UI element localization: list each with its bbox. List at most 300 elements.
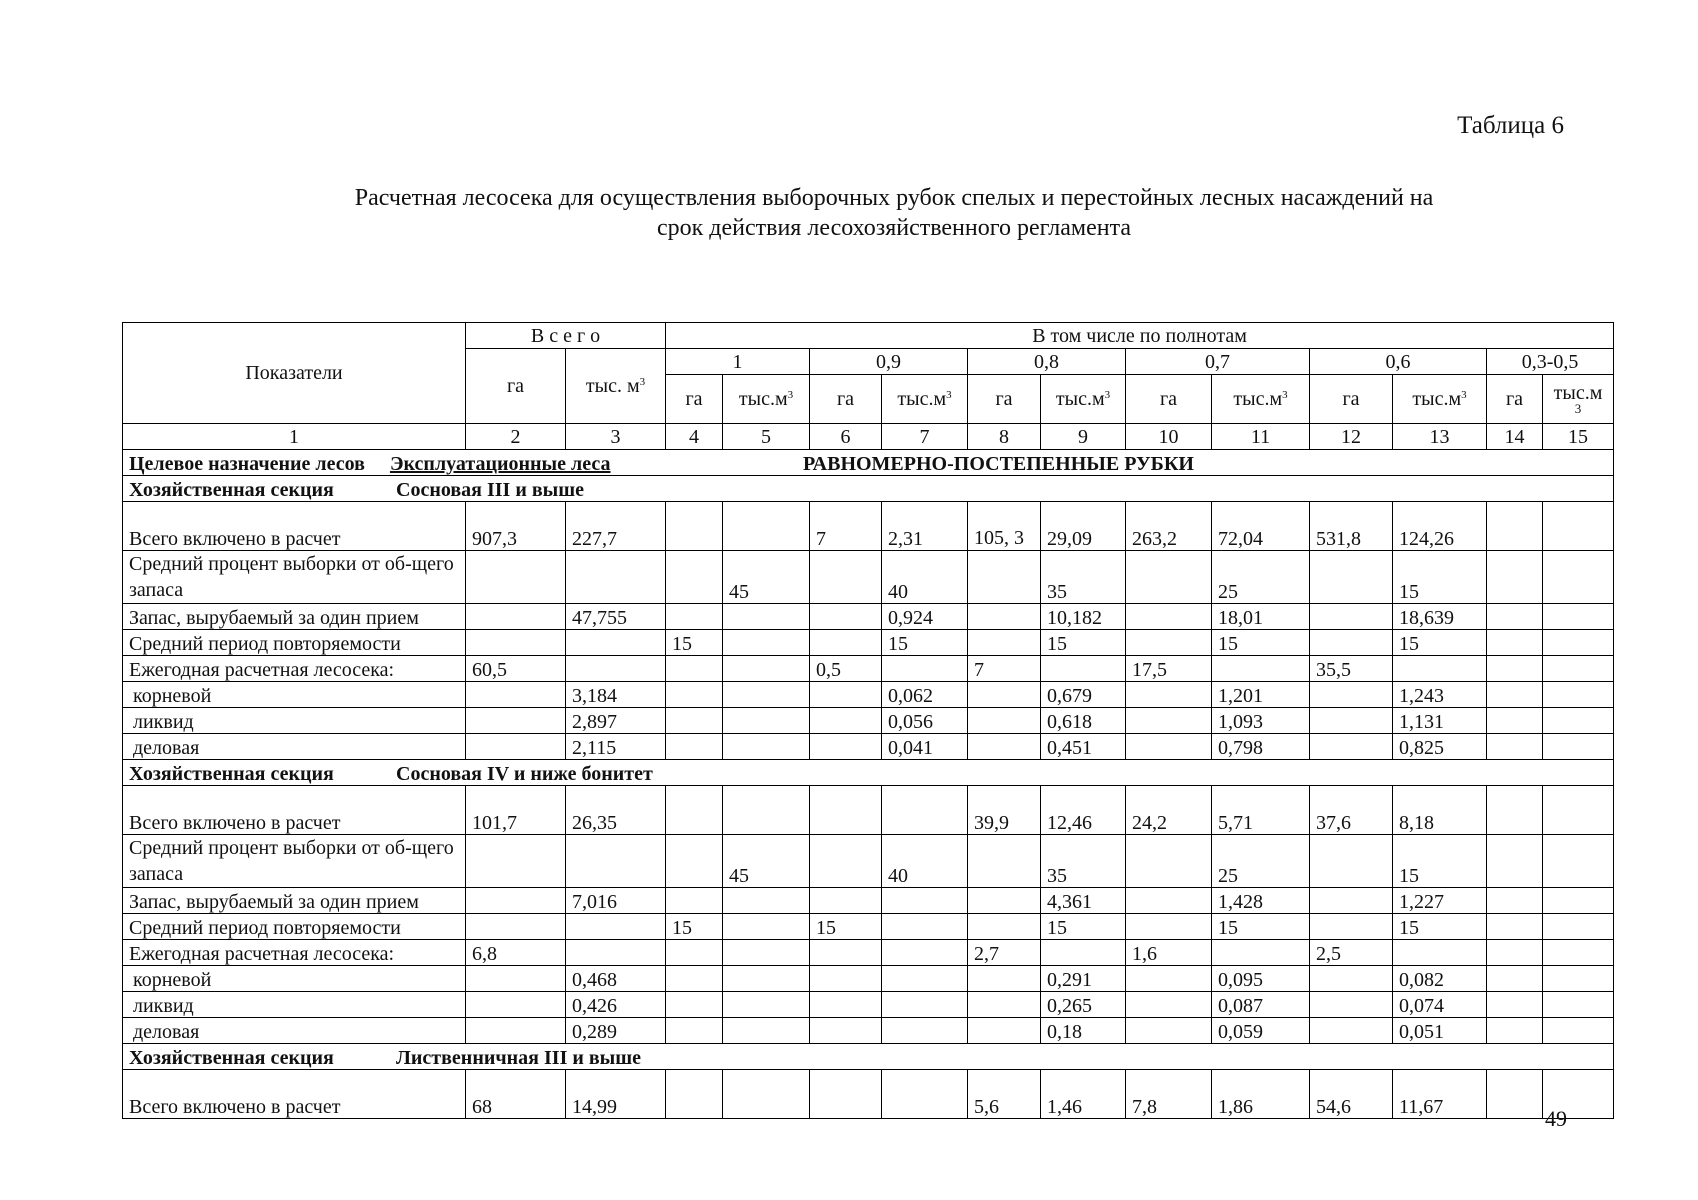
value-cell [1041, 656, 1126, 682]
value-cell [1212, 940, 1310, 966]
value-cell [1310, 604, 1393, 630]
value-cell [1543, 914, 1614, 940]
column-number: 3 [566, 424, 666, 450]
value-cell [1487, 734, 1543, 760]
value-cell [723, 604, 810, 630]
value-cell [566, 656, 666, 682]
value-cell [1487, 1070, 1543, 1119]
value-cell [1543, 656, 1614, 682]
value-cell: 35 [1041, 835, 1126, 888]
value-cell: 3,184 [566, 682, 666, 708]
value-cell [723, 1018, 810, 1044]
value-cell: 15 [810, 914, 882, 940]
table-row [123, 734, 1614, 760]
header-unit-thm3: $тыс.м^3$ [1393, 375, 1487, 424]
value-cell [1310, 682, 1393, 708]
value-cell: 15 [882, 630, 968, 656]
value-cell: 0,059 [1212, 1018, 1310, 1044]
value-cell [666, 1018, 723, 1044]
value-cell [968, 914, 1041, 940]
row-label: Запас, вырубаемый за один прием [123, 604, 466, 630]
section-name: Лиственничная III и выше [396, 1047, 642, 1069]
value-cell [666, 656, 723, 682]
header-unit-ha: га [666, 375, 723, 424]
value-cell [1543, 1018, 1614, 1044]
column-number: 9 [1041, 424, 1126, 450]
value-cell [810, 1018, 882, 1044]
table-row [123, 630, 1614, 656]
value-cell [666, 835, 723, 888]
value-cell [882, 940, 968, 966]
value-cell: 907,3 [466, 502, 566, 551]
row-label: ликвид [123, 708, 466, 734]
row-label: Всего включено в расчет [123, 1070, 466, 1119]
value-cell [1543, 992, 1614, 1018]
header-by-density: В том числе по полнотам [666, 323, 1614, 349]
value-cell [1543, 835, 1614, 888]
value-cell [1487, 682, 1543, 708]
value-cell: 25 [1212, 551, 1310, 604]
value-cell: 1,227 [1393, 888, 1487, 914]
value-cell [723, 630, 810, 656]
table-row [123, 914, 1614, 940]
value-cell: 15 [1393, 551, 1487, 604]
value-cell: 10,182 [1041, 604, 1126, 630]
value-cell [1310, 551, 1393, 604]
value-cell: 1,86 [1212, 1070, 1310, 1119]
value-cell: 0,451 [1041, 734, 1126, 760]
table-label: Таблица 6 [1457, 112, 1564, 139]
value-cell [1126, 734, 1212, 760]
header-unit-ha: га [968, 375, 1041, 424]
value-cell [723, 966, 810, 992]
row-label: Средний процент выборки от об-щего запаса [123, 835, 466, 888]
value-cell [666, 966, 723, 992]
value-cell: 7 [810, 502, 882, 551]
value-cell: 0,798 [1212, 734, 1310, 760]
page-number: 49 [1545, 1106, 1567, 1131]
value-cell [882, 914, 968, 940]
value-cell [810, 682, 882, 708]
header-unit-ha: га [1487, 375, 1543, 424]
value-cell [1543, 888, 1614, 914]
column-number: 10 [1126, 424, 1212, 450]
value-cell [968, 734, 1041, 760]
value-cell [882, 992, 968, 1018]
value-cell [723, 656, 810, 682]
value-cell [1487, 708, 1543, 734]
value-cell: 5,71 [1212, 786, 1310, 835]
table-caption-line1: Расчетная лесосека для осуществления выборочных рубок спелых и перестойных лесных насаждений на [354, 185, 1434, 211]
value-cell [723, 940, 810, 966]
value-cell: 15 [1212, 630, 1310, 656]
value-cell: 0,074 [1393, 992, 1487, 1018]
value-cell [723, 914, 810, 940]
value-cell: 15 [1041, 630, 1126, 656]
value-cell: 2,31 [882, 502, 968, 551]
value-cell [968, 1018, 1041, 1044]
header-total-ha: га [466, 349, 566, 424]
value-cell [1126, 914, 1212, 940]
value-cell [810, 708, 882, 734]
value-cell [1310, 966, 1393, 992]
value-cell [666, 992, 723, 1018]
header-indicators: Показатели [123, 323, 466, 424]
value-cell: 0,5 [810, 656, 882, 682]
section-row [123, 1044, 1614, 1070]
header-unit-thm3: $тыс.м^3$ [1212, 375, 1310, 424]
table-row [123, 992, 1614, 1018]
value-cell [968, 604, 1041, 630]
value-cell [1310, 630, 1393, 656]
header-unit-thm3: тыс.м 3 [1543, 375, 1614, 424]
value-cell: 5,6 [968, 1070, 1041, 1119]
header-density-06: 0,6 [1310, 349, 1487, 375]
row-label: Средний период повторяемости [123, 630, 466, 656]
value-cell [466, 835, 566, 888]
row-label: корневой [123, 682, 466, 708]
value-cell [466, 682, 566, 708]
value-cell [1543, 502, 1614, 551]
column-number: 8 [968, 424, 1041, 450]
value-cell [968, 682, 1041, 708]
row-label: ликвид [123, 992, 466, 1018]
value-cell [466, 630, 566, 656]
value-cell [723, 708, 810, 734]
value-cell: 227,7 [566, 502, 666, 551]
table-row [123, 1018, 1614, 1044]
value-cell [1487, 630, 1543, 656]
value-cell: 1,6 [1126, 940, 1212, 966]
section-title [123, 476, 1614, 502]
value-cell [810, 940, 882, 966]
column-number: 14 [1487, 424, 1543, 450]
value-cell [1310, 914, 1393, 940]
value-cell: 35,5 [1310, 656, 1393, 682]
allowable-cut-table [122, 322, 1614, 1119]
value-cell [466, 1018, 566, 1044]
header-unit-thm3: $тыс.м^3$ [723, 375, 810, 424]
value-cell: 15 [666, 914, 723, 940]
value-cell [810, 604, 882, 630]
value-cell: 18,639 [1393, 604, 1487, 630]
value-cell [1543, 708, 1614, 734]
value-cell [810, 551, 882, 604]
row-label: Всего включено в расчет [123, 786, 466, 835]
table-row [123, 604, 1614, 630]
value-cell: 0,062 [882, 682, 968, 708]
value-cell: 0,087 [1212, 992, 1310, 1018]
value-cell [1543, 786, 1614, 835]
value-cell [1393, 940, 1487, 966]
purpose-value: Эксплуатационные леса [389, 453, 611, 475]
value-cell [810, 966, 882, 992]
value-cell [1126, 551, 1212, 604]
value-cell: 15 [1393, 630, 1487, 656]
value-cell [882, 966, 968, 992]
section-name: Сосновая III и выше [396, 479, 585, 501]
value-cell [723, 1070, 810, 1119]
purpose-row [123, 450, 1614, 476]
value-cell [1487, 914, 1543, 940]
value-cell [566, 835, 666, 888]
column-number: 4 [666, 424, 723, 450]
value-cell [1487, 992, 1543, 1018]
value-cell [968, 966, 1041, 992]
column-number-row [123, 424, 1614, 450]
value-cell [1487, 604, 1543, 630]
value-cell [566, 630, 666, 656]
section-label: Хозяйственная секция [129, 763, 334, 785]
value-cell [1393, 656, 1487, 682]
value-cell [566, 551, 666, 604]
table-row [123, 1070, 1614, 1119]
row-label: корневой [123, 966, 466, 992]
value-cell: 0,095 [1212, 966, 1310, 992]
value-cell: 54,6 [1310, 1070, 1393, 1119]
column-number: 6 [810, 424, 882, 450]
value-cell [666, 502, 723, 551]
value-cell [1543, 630, 1614, 656]
header-unit-thm3: $тыс.м^3$ [1041, 375, 1126, 424]
value-cell: 18,01 [1212, 604, 1310, 630]
value-cell [1543, 966, 1614, 992]
value-cell [968, 835, 1041, 888]
column-number: 15 [1543, 424, 1614, 450]
value-cell: 39,9 [968, 786, 1041, 835]
value-cell: 15 [666, 630, 723, 656]
section-title [123, 760, 1614, 786]
value-cell [1126, 992, 1212, 1018]
value-cell [466, 734, 566, 760]
value-cell [723, 992, 810, 1018]
value-cell [1487, 1018, 1543, 1044]
value-cell: 0,265 [1041, 992, 1126, 1018]
row-label: Запас, вырубаемый за один прием [123, 888, 466, 914]
value-cell [466, 888, 566, 914]
value-cell: 0,468 [566, 966, 666, 992]
header-density-07: 0,7 [1126, 349, 1310, 375]
row-label: Ежегодная расчетная лесосека: [123, 940, 466, 966]
value-cell [1487, 940, 1543, 966]
header-unit-ha: га [1310, 375, 1393, 424]
value-cell: 0,825 [1393, 734, 1487, 760]
value-cell: 0,289 [566, 1018, 666, 1044]
value-cell [1487, 502, 1543, 551]
value-cell: 105, 3 [968, 502, 1041, 551]
header-total: В с е г о [466, 323, 666, 349]
value-cell: 25 [1212, 835, 1310, 888]
section-row [123, 760, 1614, 786]
column-number: 11 [1212, 424, 1310, 450]
column-number: 2 [466, 424, 566, 450]
value-cell [666, 682, 723, 708]
row-label: Ежегодная расчетная лесосека: [123, 656, 466, 682]
value-cell [1487, 656, 1543, 682]
value-cell [1310, 708, 1393, 734]
value-cell: 45 [723, 551, 810, 604]
header-density-08: 0,8 [968, 349, 1126, 375]
row-label: деловая [123, 734, 466, 760]
value-cell [666, 551, 723, 604]
value-cell: 60,5 [466, 656, 566, 682]
header-unit-ha: га [810, 375, 882, 424]
value-cell [466, 992, 566, 1018]
value-cell [968, 888, 1041, 914]
value-cell [810, 888, 882, 914]
table-row [123, 708, 1614, 734]
table-row [123, 656, 1614, 682]
value-cell: 8,18 [1393, 786, 1487, 835]
value-cell: 1,428 [1212, 888, 1310, 914]
value-cell: 26,35 [566, 786, 666, 835]
value-cell [723, 502, 810, 551]
value-cell [1310, 1018, 1393, 1044]
table-row [123, 888, 1614, 914]
section-label: Хозяйственная секция [129, 1047, 334, 1069]
value-cell: 15 [1041, 914, 1126, 940]
value-cell: 1,201 [1212, 682, 1310, 708]
value-cell [1126, 604, 1212, 630]
value-cell: 0,426 [566, 992, 666, 1018]
value-cell [1543, 604, 1614, 630]
value-cell: 2,897 [566, 708, 666, 734]
purpose-label: Целевое назначение лесов [129, 453, 365, 475]
value-cell: 0,618 [1041, 708, 1126, 734]
value-cell: 40 [882, 835, 968, 888]
value-cell [1487, 551, 1543, 604]
table-caption-line2: срок действия лесохозяйственного регламента [656, 215, 1132, 241]
cutting-type: РАВНОМЕРНО-ПОСТЕПЕННЫЕ РУБКИ [803, 453, 1194, 475]
value-cell: 47,755 [566, 604, 666, 630]
value-cell: 12,46 [1041, 786, 1126, 835]
value-cell: 40 [882, 551, 968, 604]
value-cell: 45 [723, 835, 810, 888]
value-cell: 0,924 [882, 604, 968, 630]
value-cell [466, 914, 566, 940]
value-cell: 4,361 [1041, 888, 1126, 914]
value-cell [1487, 786, 1543, 835]
value-cell [968, 551, 1041, 604]
column-number: 5 [723, 424, 810, 450]
value-cell [1126, 1018, 1212, 1044]
value-cell: 0,041 [882, 734, 968, 760]
value-cell: 35 [1041, 551, 1126, 604]
header-density-09: 0,9 [810, 349, 968, 375]
value-cell [882, 1070, 968, 1119]
value-cell: 0,291 [1041, 966, 1126, 992]
value-cell: 263,2 [1126, 502, 1212, 551]
table-row [123, 786, 1614, 835]
value-cell [1212, 656, 1310, 682]
column-number: 7 [882, 424, 968, 450]
value-cell [666, 708, 723, 734]
value-cell [810, 786, 882, 835]
value-cell [1543, 551, 1614, 604]
column-number: 1 [123, 424, 466, 450]
value-cell [1310, 835, 1393, 888]
row-label: Всего включено в расчет [123, 502, 466, 551]
table-row [123, 682, 1614, 708]
value-cell [666, 888, 723, 914]
section-label: Хозяйственная секция [129, 479, 334, 501]
value-cell: 0,18 [1041, 1018, 1126, 1044]
value-cell [1543, 940, 1614, 966]
value-cell [466, 604, 566, 630]
value-cell [1310, 888, 1393, 914]
value-cell: 531,8 [1310, 502, 1393, 551]
value-cell: 124,26 [1393, 502, 1487, 551]
value-cell [1126, 966, 1212, 992]
value-cell [968, 992, 1041, 1018]
value-cell [1310, 992, 1393, 1018]
header-density-1: 1 [666, 349, 810, 375]
row-label: Средний период повторяемости [123, 914, 466, 940]
value-cell: 15 [1393, 914, 1487, 940]
value-cell [968, 630, 1041, 656]
value-cell [810, 734, 882, 760]
value-cell [666, 940, 723, 966]
value-cell: 0,082 [1393, 966, 1487, 992]
value-cell [882, 1018, 968, 1044]
value-cell [666, 1070, 723, 1119]
value-cell [1487, 835, 1543, 888]
value-cell [723, 734, 810, 760]
value-cell [1487, 966, 1543, 992]
value-cell [1487, 888, 1543, 914]
value-cell [1543, 734, 1614, 760]
value-cell: 7 [968, 656, 1041, 682]
value-cell [882, 656, 968, 682]
purpose-cell [123, 450, 1614, 476]
column-number: 12 [1310, 424, 1393, 450]
header-unit-thm3: $тыс.м^3$ [882, 375, 968, 424]
table-row [123, 940, 1614, 966]
value-cell: 72,04 [1212, 502, 1310, 551]
value-cell: 6,8 [466, 940, 566, 966]
table-row [123, 551, 1614, 604]
table-row [123, 835, 1614, 888]
value-cell: 0,679 [1041, 682, 1126, 708]
value-cell [723, 888, 810, 914]
table-row [123, 966, 1614, 992]
value-cell [882, 786, 968, 835]
value-cell: 0,051 [1393, 1018, 1487, 1044]
section-title [123, 1044, 1614, 1070]
row-label: Средний процент выборки от об-щего запаса [123, 551, 466, 604]
value-cell: 17,5 [1126, 656, 1212, 682]
value-cell [566, 914, 666, 940]
header-row-1 [123, 323, 1614, 349]
value-cell [723, 682, 810, 708]
value-cell [810, 835, 882, 888]
value-cell [810, 992, 882, 1018]
value-cell [466, 551, 566, 604]
value-cell [666, 786, 723, 835]
value-cell: 1,131 [1393, 708, 1487, 734]
value-cell: 101,7 [466, 786, 566, 835]
section-name: Сосновая IV и ниже бонитет [396, 763, 653, 785]
value-cell [810, 1070, 882, 1119]
value-cell [968, 708, 1041, 734]
value-cell: 37,6 [1310, 786, 1393, 835]
value-cell: 1,243 [1393, 682, 1487, 708]
header-total-thm3: тыс. $м^3$ [566, 349, 666, 424]
value-cell: 1,093 [1212, 708, 1310, 734]
value-cell [466, 966, 566, 992]
value-cell [1041, 940, 1126, 966]
value-cell [1126, 888, 1212, 914]
